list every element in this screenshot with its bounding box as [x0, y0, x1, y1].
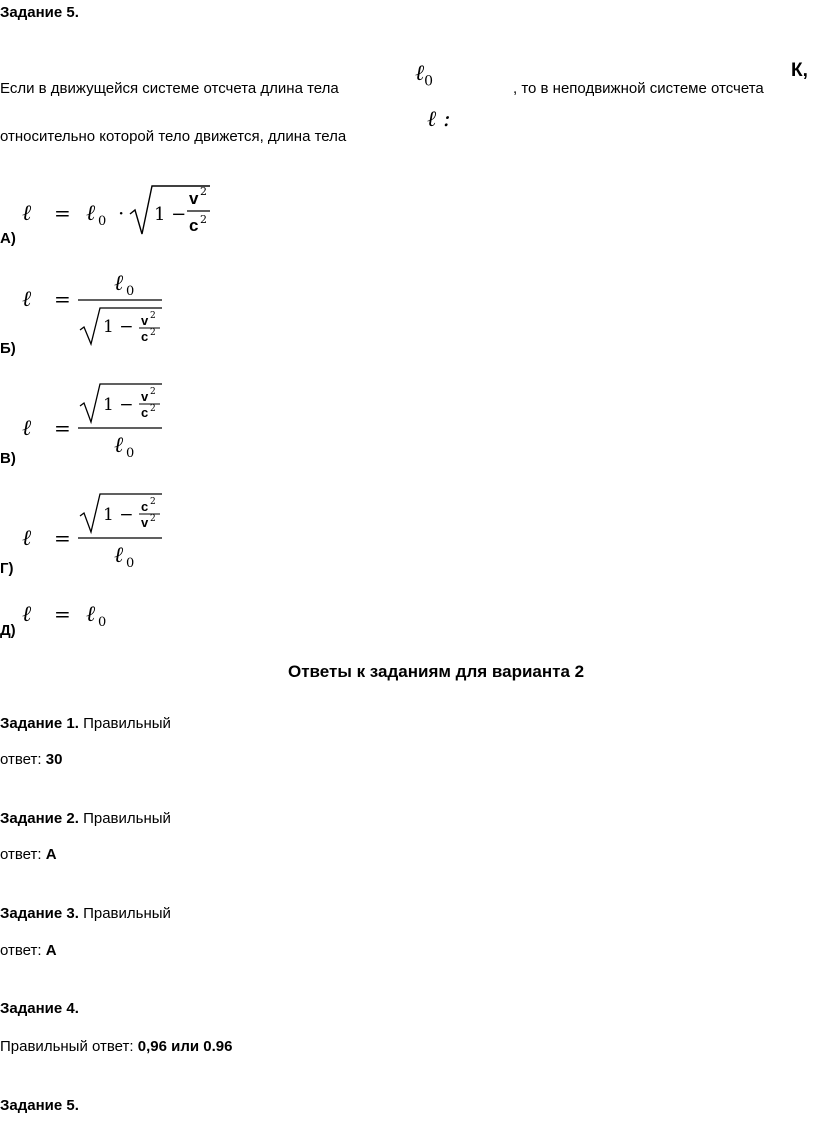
answer-4-prefix: Правильный ответ: [0, 1038, 138, 1055]
svg-text:1 −: 1 − [103, 317, 134, 337]
option-a-label: А) [0, 230, 16, 247]
svg-text:ℓ: ℓ [86, 201, 96, 226]
svg-text:=: = [54, 416, 71, 440]
svg-text:2: 2 [200, 213, 207, 226]
answer-2-prefix: ответ: [0, 846, 46, 863]
svg-text:0: 0 [98, 615, 107, 630]
answer-3-prefix: ответ: [0, 942, 46, 959]
svg-text:=: = [54, 526, 71, 550]
option-d-label: Г) [0, 560, 14, 577]
answer-1-value: 30 [45, 751, 63, 768]
answer-3-value-line [0, 942, 57, 959]
answer-1-title: Задание 1. [0, 715, 79, 732]
answer-2-title: Задание 2. [0, 810, 79, 827]
svg-text:2: 2 [150, 497, 156, 507]
svg-text:ℓ: ℓ [22, 526, 32, 551]
svg-text:c: c [189, 216, 199, 235]
svg-text:c: c [141, 499, 149, 514]
formula-d [14, 490, 184, 570]
svg-text:0: 0 [126, 284, 135, 299]
svg-text:2: 2 [200, 185, 207, 198]
svg-text:v: v [189, 189, 199, 208]
svg-text:ℓ: ℓ [22, 287, 32, 312]
formula-c [14, 380, 184, 460]
svg-text:v: v [141, 313, 149, 328]
svg-text:1 −: 1 − [103, 505, 134, 525]
svg-text:2: 2 [150, 328, 156, 338]
option-c-label: В) [0, 450, 16, 467]
formula-e [14, 596, 134, 630]
svg-text:ℓ: ℓ [22, 416, 32, 441]
task5-title: Задание 5. [0, 4, 79, 21]
svg-text:v: v [141, 389, 149, 404]
option-b-label: Б) [0, 340, 16, 357]
answer-3-title: Задание 3. [0, 905, 79, 922]
answer-2-text: Правильный [78, 810, 171, 827]
task5-text-line1a: Если в движущейся системе отсчета длина тела [0, 80, 339, 97]
svg-text:1 −: 1 − [103, 395, 134, 415]
answer-1-value-line [0, 751, 62, 768]
answer-1-title-line [0, 715, 171, 732]
answer-5-title: Задание 5. [0, 1097, 79, 1114]
frame-k-label: К, [791, 60, 808, 81]
svg-text:=: = [54, 287, 71, 311]
answer-3-text: Правильный [78, 905, 171, 922]
formula-a [14, 180, 224, 242]
option-e-label: Д) [0, 622, 16, 639]
answer-4-title: Задание 4. [0, 1000, 79, 1017]
answers-heading: Ответы к заданиям для варианта 2 [288, 662, 585, 681]
answer-4-value-line [0, 1038, 232, 1055]
l0-symbol: ℓ$_0$ [415, 61, 434, 90]
svg-text:·: · [118, 201, 125, 225]
svg-text:=: = [54, 201, 71, 225]
formula-b [14, 270, 184, 350]
l-symbol: ℓ : [427, 107, 451, 132]
svg-text:ℓ: ℓ [22, 201, 32, 226]
svg-text:ℓ: ℓ [114, 433, 124, 458]
svg-text:1 −: 1 − [154, 204, 187, 225]
svg-text:ℓ: ℓ [114, 271, 124, 296]
svg-text:v: v [141, 515, 149, 530]
svg-text:0: 0 [126, 446, 135, 460]
answer-1-prefix: ответ: [0, 751, 46, 768]
svg-text:2: 2 [150, 514, 156, 524]
svg-text:ℓ: ℓ [86, 602, 96, 627]
answer-2-value-line [0, 846, 57, 863]
answer-3-title-line [0, 905, 171, 922]
answer-1-text: Правильный [78, 715, 171, 732]
svg-text:ℓ: ℓ [22, 602, 32, 627]
answer-3-value: А [45, 942, 57, 959]
svg-text:2: 2 [150, 311, 156, 321]
answer-2-value: А [45, 846, 57, 863]
task5-text-line1b: , то в неподвижной системе отсчета [513, 80, 764, 97]
task5-text-line2: относительно которой тело движется, длина тела [0, 128, 347, 145]
svg-text:2: 2 [150, 387, 156, 397]
svg-text:c: c [141, 405, 149, 420]
svg-text:0: 0 [98, 214, 107, 229]
svg-text:ℓ: ℓ [114, 543, 124, 568]
answer-2-title-line [0, 810, 171, 827]
svg-text:2: 2 [150, 404, 156, 414]
svg-text:=: = [54, 602, 71, 626]
svg-text:0: 0 [126, 556, 135, 570]
svg-text:c: c [141, 329, 149, 344]
answer-4-value: 0,96 или 0.96 [137, 1038, 233, 1055]
